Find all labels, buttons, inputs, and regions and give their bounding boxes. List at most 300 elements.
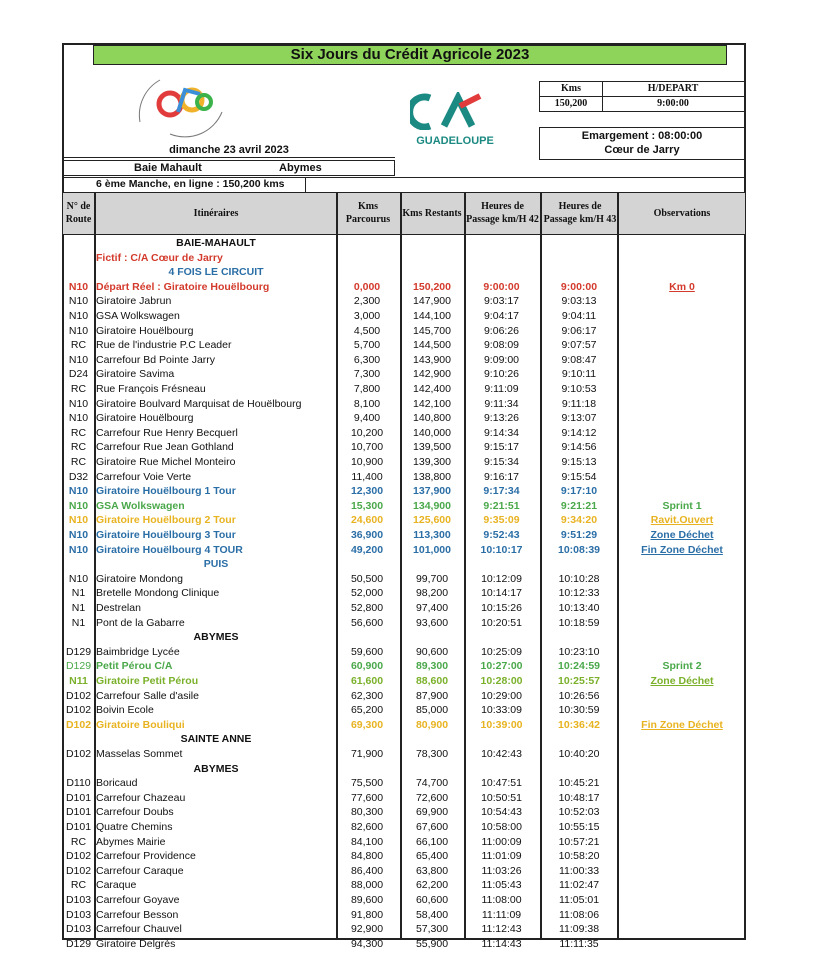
kms-restants: 140,000 [413, 426, 451, 439]
observation: Zone Déchet [650, 675, 714, 687]
heure-42: 9:52:43 [483, 529, 520, 541]
route-code: RC [70, 426, 87, 439]
table-row [63, 338, 745, 353]
route-code: D24 [68, 368, 89, 381]
route-name: Giratoire Houëlbourg 2 Tour [96, 514, 236, 527]
heure-42: 9:17:34 [483, 485, 520, 498]
observation: Ravit.Ouvert [650, 514, 714, 527]
kms-restants: 78,300 [415, 748, 449, 760]
route-code: RC [70, 879, 87, 892]
kms-parcourus: 71,900 [350, 748, 384, 760]
kms-restants: 98,200 [415, 587, 449, 600]
section-label: 4 FOIS LE CIRCUIT [168, 266, 264, 279]
kms-restants: 137,900 [413, 485, 451, 498]
observation: Zone Déchet [650, 529, 714, 541]
race-date: dimanche 23 avril 2023 [169, 144, 289, 156]
route-name: Boivin Ecole [96, 704, 154, 717]
route-code: D102 [65, 864, 92, 877]
table-row [63, 309, 745, 324]
route-name: Giratoire Rue Michel Monteiro [96, 456, 236, 468]
kms-parcourus: 56,600 [350, 616, 384, 629]
route-name: Carrefour Rue Jean Gothland [96, 441, 234, 454]
route-code: D102 [65, 704, 92, 717]
heure-42: 11:11:09 [481, 908, 522, 921]
heure-42: 10:47:51 [481, 777, 522, 790]
table-row [63, 411, 745, 426]
heure-43: 11:11:35 [559, 937, 599, 950]
kms-label: Kms [561, 83, 581, 94]
table-row [63, 835, 745, 850]
kms-restants: 144,500 [413, 339, 451, 352]
table-row [63, 689, 745, 704]
stage-info: 6 ème Manche, en ligne : 150,200 kms [96, 178, 285, 190]
route-name: Giratoire Houëlbourg 3 Tour [96, 529, 236, 541]
heure-42: 11:12:43 [481, 923, 522, 936]
route-code: D32 [68, 470, 89, 483]
section-header [63, 265, 745, 280]
heure-42: 10:10:17 [480, 543, 523, 556]
kms-restants: 74,700 [415, 777, 449, 790]
heure-42: 10:50:51 [481, 791, 522, 804]
table-row [63, 849, 745, 864]
kms-restants: 142,100 [413, 397, 451, 410]
heure-42: 11:08:00 [481, 894, 522, 906]
start-place: Baie Mahault [134, 162, 202, 174]
route-name: Carrefour Besson [96, 908, 179, 921]
emargement-box [539, 127, 745, 160]
observation: Fin Zone Déchet [641, 543, 723, 556]
heure-43: 9:11:18 [561, 397, 597, 410]
route-name: Carrefour Bd Pointe Jarry [96, 353, 216, 366]
stage-line [63, 177, 745, 192]
kms-restants: 62,200 [415, 879, 449, 892]
heure-43: 9:08:47 [561, 353, 597, 366]
route-code: N10 [68, 353, 89, 366]
kms-restants: 139,500 [413, 441, 451, 454]
route-name: Carrefour Chazeau [96, 791, 186, 804]
table-row [63, 397, 745, 412]
section-header [63, 732, 745, 747]
table-row [63, 426, 745, 441]
route-code: N10 [68, 572, 89, 585]
heure-43: 11:09:38 [558, 923, 600, 936]
heure-42: 10:15:26 [481, 602, 522, 614]
heure-43: 10:25:57 [557, 675, 601, 687]
heure-43: 9:15:13 [561, 456, 597, 468]
heure-42: 11:03:26 [481, 864, 522, 877]
route-name: Départ Réel : Giratoire Houëlbourg [96, 280, 270, 293]
route-code: N1 [71, 587, 86, 600]
kms-parcourus: 89,600 [350, 894, 384, 906]
heure-43: 10:23:10 [558, 645, 600, 658]
heure-43: 10:12:33 [558, 587, 600, 600]
kms-restants: 72,600 [415, 791, 449, 804]
emargement-time: Emargement : 08:00:00 [581, 130, 703, 142]
kms-parcourus: 69,300 [350, 718, 384, 731]
kms-parcourus: 52,000 [350, 587, 384, 600]
kms-parcourus: 11,400 [351, 470, 383, 483]
ca-mark-icon [410, 92, 500, 130]
heure-42: 9:16:17 [483, 470, 520, 483]
kms-parcourus: 84,100 [350, 835, 384, 848]
table-row [63, 367, 745, 382]
heure-43: 10:24:59 [557, 660, 601, 673]
table-row [63, 572, 745, 587]
heure-42: 10:25:09 [481, 645, 522, 658]
table-row [63, 601, 745, 616]
heure-43: 10:10:28 [558, 572, 600, 585]
heure-43: 10:30:59 [558, 704, 600, 717]
route-name: Carrefour Chauvel [96, 923, 182, 936]
table-row [63, 659, 745, 674]
table-row [63, 878, 745, 893]
section-header [63, 762, 745, 777]
kms-parcourus: 62,300 [350, 689, 384, 702]
col-kms-restants: Kms Restants [402, 207, 462, 219]
heure-43: 10:48:17 [558, 791, 600, 804]
kms-restants: 113,300 [413, 529, 451, 541]
route-name: Giratoire Savima [96, 368, 175, 381]
kms-hdepart-box [539, 81, 745, 112]
route-code: N10 [68, 499, 89, 512]
kms-parcourus: 12,300 [350, 485, 384, 498]
kms-parcourus: 7,800 [353, 383, 381, 395]
kms-parcourus: 0,000 [353, 280, 381, 293]
heure-43: 9:13:07 [561, 412, 597, 425]
route-name: Giratoire Houëlbourg [96, 412, 194, 425]
table-row [63, 703, 745, 718]
heure-43: 11:02:47 [558, 879, 600, 892]
heure-43: 11:00:33 [558, 864, 600, 877]
col-kms-parcourus: Kms Parcourus [345, 201, 391, 225]
route-code: D101 [65, 791, 92, 804]
heure-42: 9:10:26 [483, 368, 520, 381]
heure-43: 9:51:29 [560, 529, 598, 541]
heure-43: 10:18:59 [558, 616, 600, 629]
route-name: Carrefour Providence [96, 850, 196, 863]
route-code: N1 [71, 616, 86, 629]
heure-43: 10:13:40 [558, 602, 600, 614]
table-row [63, 324, 745, 339]
route-name: Bretelle Mondong Clinique [96, 587, 220, 600]
heure-42: 10:33:09 [481, 704, 522, 717]
col-route: N° de Route [65, 201, 92, 225]
route-name: Destrelan [96, 602, 141, 614]
route-name: Giratoire Petit Pérou [96, 675, 199, 687]
heure-43: 9:17:10 [560, 485, 598, 498]
kms-restants: 89,300 [415, 660, 449, 673]
kms-parcourus: 5,700 [353, 339, 381, 352]
kms-parcourus: 10,900 [350, 456, 384, 468]
end-place: Abymes [279, 162, 322, 174]
route-code: N10 [68, 310, 89, 322]
heure-42: 10:14:17 [481, 587, 522, 600]
route-name: Carrefour Caraque [96, 864, 184, 877]
route-name: Petit Pérou C/A [96, 660, 173, 673]
heure-42: 9:04:17 [483, 310, 520, 322]
kms-parcourus: 77,600 [350, 791, 384, 804]
route-code: N10 [68, 397, 89, 410]
route-name: Boricaud [96, 777, 138, 790]
heure-42: 9:11:34 [484, 397, 519, 410]
kms-restants: 142,400 [413, 383, 451, 395]
kms-parcourus: 86,400 [350, 864, 384, 877]
route-name: GSA Wolkswagen [96, 499, 185, 512]
hdepart-value: 9:00:00 [657, 98, 689, 109]
table-row [63, 893, 745, 908]
col-heures-43: Heures de Passage km/H 43 [543, 201, 617, 225]
credit-agricole-logo [410, 92, 500, 147]
route-code: N10 [68, 529, 89, 541]
kms-restants: 97,400 [415, 602, 449, 614]
table-row [63, 820, 745, 835]
kms-parcourus: 9,400 [353, 412, 381, 425]
section-label: ABYMES [193, 762, 239, 775]
heure-43: 11:08:06 [558, 908, 600, 921]
heure-42: 10:42:43 [481, 748, 522, 760]
route-name: Giratoire Mondong [96, 572, 183, 585]
table-row [63, 616, 745, 631]
route-code: RC [70, 835, 87, 848]
heure-43: 10:08:39 [557, 543, 601, 556]
kms-restants: 147,900 [413, 295, 451, 308]
heure-43: 9:06:17 [561, 324, 597, 337]
kms-restants: 58,400 [415, 908, 449, 921]
kms-parcourus: 60,900 [350, 660, 384, 673]
heure-42: 10:12:09 [481, 572, 522, 585]
heure-43: 9:34:20 [560, 514, 598, 527]
heure-42: 9:03:17 [483, 295, 520, 308]
heure-43: 11:05:01 [558, 894, 600, 906]
route-code: D129 [65, 660, 92, 673]
route-code: D102 [65, 689, 92, 702]
table-row [63, 645, 745, 660]
heure-42: 9:14:34 [483, 426, 520, 439]
route-code: D102 [65, 748, 92, 760]
heure-42: 10:39:00 [480, 718, 523, 731]
heure-42: 9:08:09 [483, 339, 520, 352]
heure-43: 9:07:57 [561, 339, 597, 352]
heure-42: 9:13:26 [483, 412, 520, 425]
heure-43: 9:14:56 [561, 441, 597, 454]
section-label: BAIE-MAHAULT [176, 237, 256, 249]
heure-43: 10:52:03 [558, 806, 600, 819]
kms-restants: 139,300 [413, 456, 451, 468]
kms-restants: 134,900 [413, 499, 451, 512]
route-code: RC [70, 441, 87, 454]
fictif-start [63, 251, 745, 266]
kms-parcourus: 36,900 [350, 529, 384, 541]
table-row [63, 586, 745, 601]
route-code: RC [70, 383, 87, 395]
route-code: D101 [65, 821, 92, 833]
kms-restants: 145,700 [413, 324, 451, 337]
heure-42: 10:20:51 [481, 616, 522, 629]
kms-restants: 142,900 [413, 368, 451, 381]
route-name: Quatre Chemins [96, 821, 173, 833]
kms-restants: 65,400 [415, 850, 449, 863]
document-title: Six Jours du Crédit Agricole 2023 [93, 45, 727, 65]
kms-restants: 67,600 [415, 821, 449, 833]
kms-restants: 93,600 [415, 616, 449, 629]
heure-43: 10:26:56 [558, 689, 600, 702]
observation: Km 0 [669, 280, 695, 293]
section-header [63, 236, 745, 251]
section-header [63, 557, 745, 572]
route-code: N11 [69, 675, 88, 687]
kms-parcourus: 80,300 [350, 806, 384, 819]
heure-42: 11:00:09 [481, 835, 522, 848]
kms-parcourus: 52,800 [350, 602, 384, 614]
heure-43: 9:10:11 [561, 368, 597, 381]
heure-43: 9:14:12 [561, 426, 597, 439]
kms-restants: 144,100 [413, 310, 451, 322]
heure-43: 9:10:53 [561, 383, 597, 395]
kms-parcourus: 6,300 [353, 353, 381, 366]
kms-parcourus: 91,800 [350, 908, 384, 921]
kms-parcourus: 75,500 [350, 777, 384, 790]
route-code: D102 [65, 718, 92, 731]
table-row [63, 440, 745, 455]
kms-value: 150,200 [554, 98, 588, 109]
section-label: PUIS [203, 558, 229, 571]
table-row [63, 805, 745, 820]
kms-parcourus: 10,700 [350, 441, 384, 454]
route-name: Giratoire Houëlbourg 1 Tour [96, 485, 236, 498]
kms-restants: 80,900 [415, 718, 449, 731]
table-row [63, 747, 745, 762]
route-name: GSA Wolkswagen [96, 310, 180, 322]
heure-42: 9:09:00 [483, 353, 520, 366]
heure-42: 9:15:17 [483, 441, 520, 454]
route-box [63, 160, 395, 176]
kms-parcourus: 8,100 [353, 397, 381, 410]
route-code: RC [70, 339, 87, 352]
heure-43: 9:15:54 [561, 470, 597, 483]
kms-parcourus: 10,200 [350, 426, 384, 439]
heure-43: 10:36:42 [557, 718, 601, 731]
table-row [63, 922, 745, 937]
section-header [63, 630, 745, 645]
kms-restants: 66,100 [415, 835, 449, 848]
kms-parcourus: 65,200 [350, 704, 384, 717]
kms-parcourus: 59,600 [350, 645, 384, 658]
kms-parcourus: 94,300 [350, 937, 384, 950]
section-label: SAINTE ANNE [180, 733, 252, 746]
table-row [63, 674, 745, 689]
route-name: Abymes Mairie [96, 835, 166, 848]
kms-restants: 140,800 [413, 412, 451, 425]
table-row [63, 499, 745, 514]
kms-restants: 88,600 [415, 675, 449, 687]
route-name: Giratoire Houëlbourg [96, 324, 194, 337]
heure-43: 9:21:21 [560, 499, 598, 512]
heure-43: 10:58:20 [558, 850, 600, 863]
heure-42: 11:05:43 [481, 879, 522, 892]
route-code: D103 [65, 894, 92, 906]
route-code: D103 [65, 908, 92, 921]
kms-restants: 150,200 [413, 280, 451, 293]
col-itineraire: Itinéraires [193, 207, 239, 219]
table-row [63, 513, 745, 528]
route-name: Carrefour Goyave [96, 894, 180, 906]
route-code: D110 [66, 777, 91, 790]
table-row [63, 470, 745, 485]
kms-restants: 143,900 [413, 353, 451, 366]
table-row [63, 353, 745, 368]
kms-parcourus: 7,300 [353, 368, 381, 381]
emargement-place: Cœur de Jarry [604, 144, 680, 156]
kms-restants: 55,900 [415, 937, 449, 950]
kms-restants: 57,300 [415, 923, 449, 936]
kms-parcourus: 50,500 [350, 572, 384, 585]
col-observations: Observations [653, 207, 711, 219]
table-row [63, 718, 745, 733]
route-name: Caraque [96, 879, 137, 892]
kms-parcourus: 24,600 [350, 514, 384, 527]
heure-43: 10:57:21 [558, 835, 600, 848]
kms-restants: 85,000 [415, 704, 449, 717]
heure-43: 9:00:00 [560, 280, 598, 293]
section-label: ABYMES [193, 631, 239, 644]
route-code: N10 [68, 514, 89, 527]
kms-parcourus: 15,300 [350, 499, 384, 512]
route-name: Carrefour Salle d'asile [96, 689, 199, 702]
table-row [63, 382, 745, 397]
route-name: Giratoire Boulvard Marquisat de Houëlbourg [96, 397, 302, 410]
fictif-label: Fictif : C/A Cœur de Jarry [96, 251, 223, 264]
route-name: Giratoire Delgrès [96, 937, 176, 950]
heure-43: 9:04:11 [561, 310, 597, 322]
route-name: Pont de la Gabarre [96, 616, 185, 629]
cycling-committee-logo [130, 72, 230, 142]
table-row [63, 294, 745, 309]
heure-43: 9:03:13 [561, 295, 597, 308]
route-code: D129 [65, 937, 92, 950]
observation: Sprint 2 [662, 660, 702, 673]
kms-restants: 60,600 [415, 894, 449, 906]
kms-parcourus: 84,800 [350, 850, 384, 863]
heure-42: 9:11:09 [484, 383, 519, 395]
heure-43: 10:40:20 [558, 748, 600, 760]
route-code: D102 [65, 850, 92, 863]
route-code: N1 [71, 602, 86, 614]
route-code: D101 [65, 806, 92, 819]
route-code: D103 [65, 923, 92, 936]
route-code: D129 [65, 645, 92, 658]
heure-43: 10:55:15 [558, 821, 600, 833]
heure-42: 10:28:00 [480, 675, 523, 687]
heure-42: 9:00:00 [483, 280, 520, 293]
heure-42: 9:06:26 [483, 324, 520, 337]
heure-43: 10:45:21 [558, 777, 600, 790]
route-code: N10 [68, 543, 89, 556]
table-row [63, 543, 745, 558]
kms-parcourus: 82,600 [350, 821, 384, 833]
route-code: N10 [68, 280, 89, 293]
route-code: N10 [68, 412, 89, 425]
kms-restants: 125,600 [413, 514, 451, 527]
route-name: Rue de l'industrie P.C Leader [96, 339, 232, 352]
table-row [63, 280, 745, 295]
heure-42: 11:01:09 [481, 850, 522, 863]
heure-42: 10:27:00 [480, 660, 523, 673]
route-name: Carrefour Rue Henry Becquerl [96, 426, 238, 439]
table-header [63, 192, 745, 235]
hdepart-label: H/DEPART [647, 83, 699, 94]
route-name: Carrefour Voie Verte [96, 470, 192, 483]
route-name: Giratoire Houëlbourg 4 TOUR [96, 543, 243, 556]
